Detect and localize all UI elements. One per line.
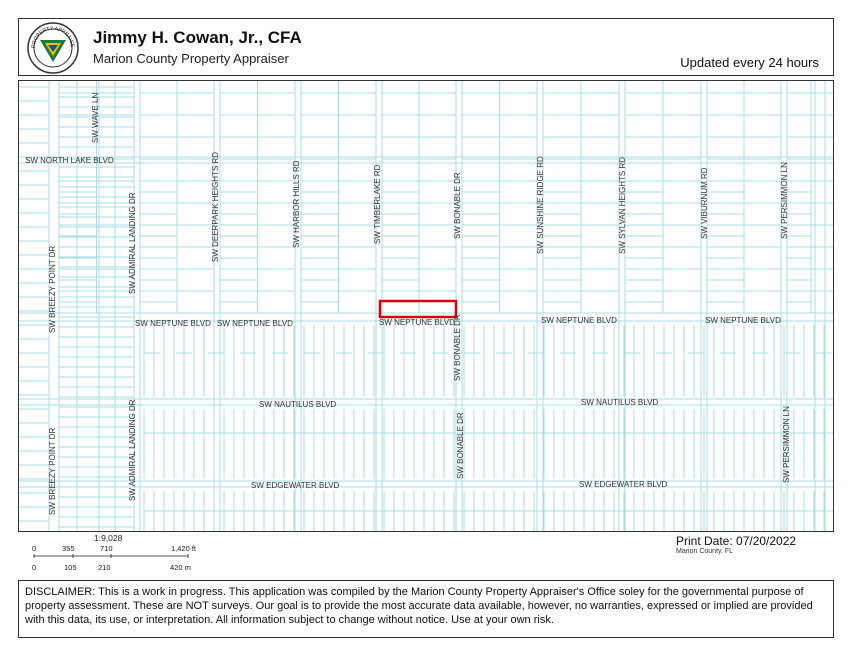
street-label: SW SUNSHINE RIDGE RD — [536, 156, 545, 254]
parcel-map[interactable] — [18, 80, 834, 532]
print-county: Marion County, FL — [676, 548, 734, 555]
appraiser-seal-logo — [27, 22, 79, 74]
street-label: SW NORTH LAKE BLVD — [25, 156, 114, 165]
street-label: SW BONABLE DR — [453, 172, 462, 239]
street-label: SW SYLVAN HEIGHTS RD — [618, 156, 627, 254]
scale-graphic — [18, 533, 218, 577]
scale-m-label: 0 — [32, 563, 37, 572]
header — [18, 18, 834, 76]
street-label: SW NAUTILUS BLVD — [581, 398, 659, 407]
street-label: SW NAUTILUS BLVD — [259, 400, 337, 409]
street-label: SW EDGEWATER BLVD — [579, 480, 668, 489]
street-label: SW EDGEWATER BLVD — [251, 481, 340, 490]
street-label: SW BONABLE DR — [456, 412, 465, 479]
street-label: SW NEPTUNE BLVD — [705, 316, 781, 325]
scale-bar — [18, 533, 418, 577]
scale-m-label: 105 — [64, 563, 77, 572]
scale-m-label: 210 — [98, 563, 111, 572]
street-label: SW BREEZY POINT DR — [48, 427, 57, 515]
disclaimer: DISCLAIMER: This is a work in progress. This application was compiled by the Marion County Property Appraiser's Office soley for the governmental purpose of property assessment. These are NOT surveys. Our goal is to provide the most accurate data available, however, no warranties, expressed or implied are provided with this data, its use, or interpretation. All information subject to change without notice. Use at your own risk. — [18, 580, 834, 638]
street-label: SW WAVE LN — [91, 92, 100, 143]
scale-ft-label: 1,420 ft — [171, 544, 197, 553]
update-frequency-note: Updated every 24 hours — [680, 55, 819, 70]
street-label: SW PERSIMMON LN — [782, 406, 791, 483]
parcel-lines — [19, 81, 834, 532]
street-label: SW ADMIRAL LANDING DR — [128, 399, 137, 501]
scale-m-label: 420 m — [170, 563, 191, 572]
street-label: SW NEPTUNE BLVD — [379, 318, 455, 327]
street-label: SW BREEZY POINT DR — [48, 245, 57, 333]
street-label: SW TIMBERLAKE RD — [373, 164, 382, 244]
parcel-map-canvas — [19, 81, 834, 532]
street-label: SW BONABLE DR — [453, 314, 462, 381]
scale-ft-label: 710 — [100, 544, 113, 553]
street-label: SW PERSIMMON LN — [780, 162, 789, 239]
page-subtitle: Marion County Property Appraiser — [93, 51, 289, 66]
street-label: SW VIBURNUM RD — [700, 167, 709, 239]
street-label: SW DEERPARK HEIGHTS RD — [211, 151, 220, 262]
street-label: SW NEPTUNE BLVD — [217, 319, 293, 328]
print-date: Print Date: 07/20/2022 — [676, 534, 797, 548]
selected-parcel-highlight[interactable] — [380, 301, 456, 317]
street-label: SW ADMIRAL LANDING DR — [128, 192, 137, 294]
svg-text:PROPERTY APPRAISER: PROPERTY APPRAISE — [30, 25, 76, 49]
scale-ft-label: 355 — [62, 544, 75, 553]
street-label: SW NEPTUNE BLVD — [541, 316, 617, 325]
page-title: Jimmy H. Cowan, Jr., CFA — [93, 28, 302, 47]
scale-ratio: 1:9,028 — [94, 533, 123, 543]
street-label: SW HARBOR HILLS RD — [292, 160, 301, 248]
scale-ft-label: 0 — [32, 544, 37, 553]
street-label: SW NEPTUNE BLVD — [135, 319, 211, 328]
